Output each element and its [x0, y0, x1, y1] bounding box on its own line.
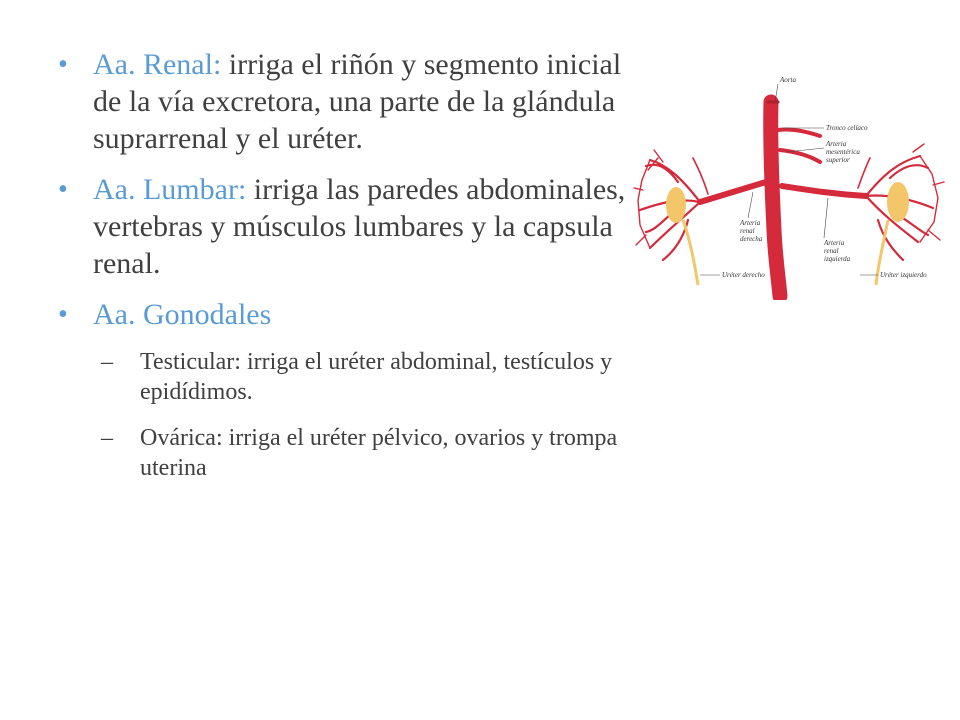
right-renal-artery [700, 182, 766, 202]
label-renal-derecha-2: renal [740, 227, 755, 235]
bullet-text: irriga el riñón y segmento inicial de la vía excretora, una parte de la glándula suprarrenal y el uréter. [93, 48, 622, 155]
sub-dash: – [101, 425, 113, 451]
subbullet-testicular [58, 347, 638, 407]
label-renal-derecha-1: Arteria [740, 219, 761, 227]
label-ureter-derecho: Uréter derecho [722, 271, 765, 279]
right-ureter [683, 220, 698, 285]
label-renal-izquierda-1: Arteria [824, 239, 845, 247]
label-renal-derecha-3: derecha [740, 235, 763, 243]
bullet-term: Aa. Lumbar: [93, 173, 247, 206]
label-renal-izquierda-3: izquierda [824, 255, 851, 263]
bullet-dot: • [58, 299, 68, 330]
bullet-dot: • [58, 174, 68, 205]
label-aorta: Aorta [780, 76, 796, 84]
illustration-svg [628, 70, 953, 300]
subbullet-ovarica [58, 423, 638, 483]
label-ureter-izquierdo: Uréter izquierdo [880, 271, 927, 279]
leader-renal-derecha [748, 192, 753, 218]
label-mesenterica-1: Arteria [826, 140, 847, 148]
bullet-gonodales [58, 296, 638, 333]
bullet-dot: • [58, 49, 68, 80]
label-renal-izquierda-2: renal [824, 247, 839, 255]
bullet-term: Aa. Renal: [93, 48, 222, 81]
bullet-lumbar [58, 171, 638, 282]
bullet-term: Aa. Gonodales [93, 298, 272, 331]
subbullet-text: Testicular: irriga el uréter abdominal, testículos y epidídimos. [140, 349, 613, 405]
slide-content [58, 46, 638, 499]
subbullet-text: Ovárica: irriga el uréter pélvico, ovarios y trompa uterina [140, 425, 618, 481]
renal-artery-illustration [628, 70, 953, 300]
label-tronco: Tronco celíaco [826, 124, 868, 132]
bullet-text: irriga las paredes abdominales, vertebras y músculos lumbares y la capsula renal. [93, 173, 626, 280]
label-mesenterica-3: superior [826, 156, 850, 164]
sub-dash: – [101, 349, 113, 375]
right-renal-pelvis [666, 187, 686, 223]
bullet-renal [58, 46, 638, 157]
label-mesenterica-2: mesentérica [826, 148, 860, 156]
celiac-trunk [778, 129, 820, 136]
left-renal-artery [782, 186, 866, 196]
left-renal-pelvis [887, 182, 909, 222]
leader-renal-izquierda [824, 198, 828, 238]
